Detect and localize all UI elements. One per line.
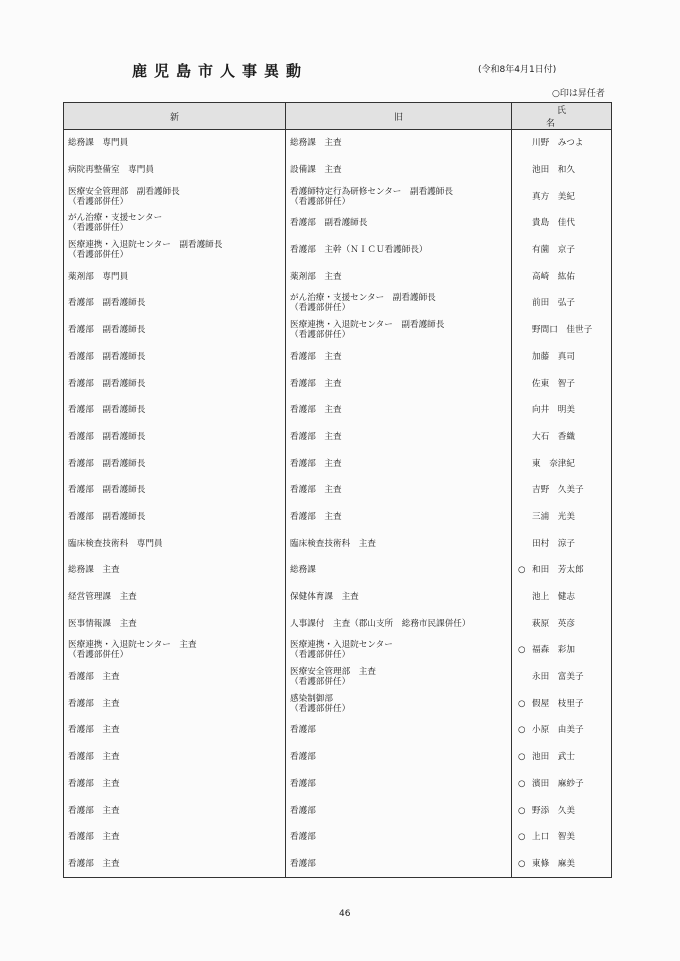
cell-new-position [64, 370, 286, 397]
employee-name: 吉野 久美子 [532, 485, 584, 496]
employee-name: 野間口 佳世子 [532, 325, 593, 336]
cell-employee-name [512, 477, 612, 504]
employee-name: 川野 みつよ [532, 138, 584, 149]
position-text: 看護部 主査 [290, 485, 342, 496]
employee-name: 東 奈津紀 [532, 458, 575, 469]
cell-old-position [286, 584, 512, 611]
cell-employee-name [512, 290, 612, 317]
position-text: 看護部 副看護師長 [68, 485, 146, 496]
cell-old-position [286, 557, 512, 584]
position-text: 医事情報課 主査 [68, 618, 137, 629]
employee-name: 貴島 佳代 [532, 218, 575, 229]
cell-old-position [286, 263, 512, 290]
table-row [64, 504, 612, 531]
position-text: 保健体育課 主査 [290, 592, 359, 603]
position-text: 病院再整備室 専門員 [68, 165, 154, 176]
employee-name: 永田 富美子 [532, 672, 584, 683]
employee-name: 池上 健志 [532, 592, 575, 603]
employee-name: 福森 彩加 [532, 645, 575, 656]
cell-new-position [64, 610, 286, 637]
cell-employee-name [512, 690, 612, 717]
cell-employee-name [512, 263, 612, 290]
employee-name: 真方 美紀 [532, 191, 575, 202]
promotion-mark: ○ [518, 752, 526, 763]
position-text: 看護部 副看護師長 [68, 378, 146, 389]
cell-employee-name [512, 450, 612, 477]
cell-employee-name [512, 344, 612, 371]
promotion-mark: ○ [518, 725, 526, 736]
position-text: 看護部 副看護師長 [68, 431, 146, 442]
position-text: 看護部 [290, 832, 316, 843]
table-row [64, 771, 612, 798]
cell-old-position [286, 771, 512, 798]
cell-employee-name [512, 504, 612, 531]
position-text: 医療連携・入退院センター 副看護師長 [68, 240, 223, 251]
cell-old-position [286, 717, 512, 744]
cell-employee-name [512, 370, 612, 397]
position-text: 医療連携・入退院センター [290, 640, 393, 651]
position-text: 看護部 副看護師長 [290, 218, 368, 229]
table-row [64, 557, 612, 584]
position-text: 看護部 主査 [68, 672, 120, 683]
position-text: 看護部 主査 [68, 832, 120, 843]
cell-employee-name [512, 664, 612, 691]
promotion-mark: ○ [518, 778, 526, 789]
cell-new-position [64, 290, 286, 317]
cell-employee-name [512, 317, 612, 344]
cell-new-position [64, 637, 286, 664]
table-row [64, 584, 612, 611]
cell-new-position [64, 584, 286, 611]
cell-old-position [286, 797, 512, 824]
table-row [64, 397, 612, 424]
promotion-mark: ○ [518, 698, 526, 709]
cell-new-position [64, 450, 286, 477]
position-text: 医療安全管理部 副看護師長 [68, 186, 180, 197]
position-text: 総務課 主査 [290, 138, 342, 149]
promotion-legend: ○印は昇任者 [552, 89, 605, 99]
cell-old-position [286, 370, 512, 397]
employee-name: 池田 武士 [532, 752, 575, 763]
employee-name: 池田 和久 [532, 165, 575, 176]
employee-name: 高崎 紘佑 [532, 271, 575, 282]
cell-employee-name [512, 530, 612, 557]
position-text: 看護部 主査 [68, 805, 120, 816]
table-row [64, 317, 612, 344]
position-text: 看護部 主幹（ＮＩＣＵ看護師長） [290, 245, 428, 256]
table-row [64, 637, 612, 664]
cell-old-position [286, 344, 512, 371]
table-row [64, 610, 612, 637]
cell-new-position [64, 744, 286, 771]
employee-name: 濱田 麻紗子 [532, 778, 584, 789]
cell-employee-name [512, 183, 612, 210]
concurrent-post-text: （看護部併任） [290, 303, 351, 314]
employee-name: 有薗 京子 [532, 245, 575, 256]
position-text: 看護部 [290, 858, 316, 869]
cell-new-position [64, 477, 286, 504]
cell-old-position [286, 397, 512, 424]
employee-name: 和田 芳太郎 [532, 565, 584, 576]
table-row [64, 370, 612, 397]
position-text: 臨床検査技術科 専門員 [68, 538, 163, 549]
cell-new-position [64, 530, 286, 557]
cell-old-position [286, 424, 512, 451]
cell-new-position [64, 130, 286, 157]
cell-new-position [64, 210, 286, 237]
position-text: 総務課 専門員 [68, 138, 129, 149]
cell-old-position [286, 237, 512, 264]
employee-name: 大石 香織 [532, 431, 575, 442]
cell-new-position [64, 664, 286, 691]
cell-old-position [286, 317, 512, 344]
employee-name: 前田 弘子 [532, 298, 575, 309]
promotion-mark: ○ [518, 858, 526, 869]
promotion-mark: ○ [518, 565, 526, 576]
cell-employee-name [512, 237, 612, 264]
cell-employee-name [512, 424, 612, 451]
cell-new-position [64, 504, 286, 531]
cell-old-position [286, 450, 512, 477]
employee-name: 東條 麻美 [532, 858, 575, 869]
position-text: 看護部 副看護師長 [68, 405, 146, 416]
cell-employee-name [512, 397, 612, 424]
position-text: 看護部 主査 [68, 698, 120, 709]
cell-employee-name [512, 584, 612, 611]
employee-name: 向井 明美 [532, 405, 575, 416]
table-row [64, 477, 612, 504]
concurrent-post-text: （看護部併任） [68, 196, 129, 207]
page-title: 鹿児島市人事異動 [132, 62, 309, 80]
position-text: 看護部 主査 [290, 511, 342, 522]
cell-new-position [64, 237, 286, 264]
position-text: 臨床検査技術科 主査 [290, 538, 376, 549]
position-text: 看護部 主査 [68, 858, 120, 869]
table-row [64, 210, 612, 237]
cell-new-position [64, 317, 286, 344]
position-text: 看護部 [290, 778, 316, 789]
cell-old-position [286, 130, 512, 157]
employee-name: 田村 涼子 [532, 538, 575, 549]
table-row [64, 263, 612, 290]
position-text: 看護部 主査 [290, 431, 342, 442]
cell-employee-name [512, 610, 612, 637]
position-text: 感染制御部 [290, 693, 333, 704]
position-text: がん治療・支援センター [68, 213, 163, 224]
table-row [64, 450, 612, 477]
cell-employee-name [512, 851, 612, 878]
position-text: 総務課 [290, 565, 316, 576]
cell-old-position [286, 851, 512, 878]
concurrent-post-text: （看護部併任） [68, 223, 129, 234]
cell-old-position [286, 477, 512, 504]
cell-employee-name [512, 130, 612, 157]
table-row [64, 183, 612, 210]
employee-name: 佐東 智子 [532, 378, 575, 389]
personnel-changes-table [63, 102, 620, 878]
cell-new-position [64, 263, 286, 290]
table-row [64, 130, 612, 157]
promotion-mark: ○ [518, 645, 526, 656]
employee-name: 小原 由美子 [532, 725, 584, 736]
cell-employee-name [512, 744, 612, 771]
position-text: 看護部 [290, 805, 316, 816]
cell-old-position [286, 824, 512, 851]
cell-new-position [64, 797, 286, 824]
position-text: 看護部 主査 [68, 725, 120, 736]
table-row [64, 717, 612, 744]
table-row [64, 237, 612, 264]
position-text: 看護部 副看護師長 [68, 511, 146, 522]
position-text: 看護部 主査 [290, 378, 342, 389]
position-text: 医療連携・入退院センター 主査 [68, 640, 197, 651]
table-row [64, 797, 612, 824]
concurrent-post-text: （看護部併任） [290, 330, 351, 341]
cell-new-position [64, 824, 286, 851]
effective-date: (令和8年4月1日付) [478, 65, 557, 75]
table-row [64, 530, 612, 557]
cell-new-position [64, 851, 286, 878]
cell-old-position [286, 664, 512, 691]
column-header-old: 旧 [286, 103, 512, 130]
cell-old-position [286, 744, 512, 771]
table-row [64, 290, 612, 317]
cell-old-position [286, 530, 512, 557]
cell-old-position [286, 157, 512, 184]
cell-employee-name [512, 157, 612, 184]
cell-employee-name [512, 797, 612, 824]
table-body [64, 130, 612, 878]
cell-new-position [64, 424, 286, 451]
position-text: 医療安全管理部 主査 [290, 667, 376, 678]
employee-name: 假屋 枝里子 [532, 698, 584, 709]
cell-old-position [286, 290, 512, 317]
table-row [64, 744, 612, 771]
cell-employee-name [512, 210, 612, 237]
employee-name: 萩原 英彦 [532, 618, 575, 629]
cell-employee-name [512, 717, 612, 744]
employee-name: 上口 智美 [532, 832, 575, 843]
cell-employee-name [512, 824, 612, 851]
concurrent-post-text: （看護部併任） [290, 677, 351, 688]
employee-name: 加藤 真司 [532, 351, 575, 362]
position-text: 看護師特定行為研修センター 副看護師長 [290, 186, 453, 197]
employee-name: 野添 久美 [532, 805, 575, 816]
table-header-row [64, 103, 612, 130]
promotion-mark: ○ [518, 805, 526, 816]
cell-new-position [64, 690, 286, 717]
position-text: 看護部 副看護師長 [68, 458, 146, 469]
position-text: 看護部 主査 [290, 405, 342, 416]
table-row [64, 344, 612, 371]
cell-new-position [64, 344, 286, 371]
cell-old-position [286, 504, 512, 531]
position-text: 看護部 [290, 725, 316, 736]
cell-old-position [286, 183, 512, 210]
table-row [64, 424, 612, 451]
cell-employee-name [512, 637, 612, 664]
position-text: 設備課 主査 [290, 165, 342, 176]
cell-new-position [64, 771, 286, 798]
table-row [64, 851, 612, 878]
position-text: 薬剤部 主査 [290, 271, 342, 282]
position-text: がん治療・支援センター 副看護師長 [290, 293, 436, 304]
position-text: 看護部 副看護師長 [68, 351, 146, 362]
cell-new-position [64, 397, 286, 424]
table-row [64, 664, 612, 691]
position-text: 看護部 主査 [68, 752, 120, 763]
column-header-new: 新 [64, 103, 286, 130]
position-text: 看護部 主査 [290, 351, 342, 362]
position-text: 看護部 主査 [290, 458, 342, 469]
table-row [64, 157, 612, 184]
cell-old-position [286, 610, 512, 637]
position-text: 医療連携・入退院センター 副看護師長 [290, 320, 445, 331]
concurrent-post-text: （看護部併任） [68, 250, 129, 261]
cell-old-position [286, 690, 512, 717]
position-text: 看護部 主査 [68, 778, 120, 789]
employee-name: 三浦 光美 [532, 511, 575, 522]
concurrent-post-text: （看護部併任） [290, 703, 351, 714]
position-text: 総務課 主査 [68, 565, 120, 576]
cell-new-position [64, 717, 286, 744]
position-text: 経営管理課 主査 [68, 592, 137, 603]
position-text: 人事課付 主査（郡山支所 総務市民課併任） [290, 618, 471, 629]
cell-new-position [64, 157, 286, 184]
cell-new-position [64, 183, 286, 210]
position-text: 看護部 [290, 752, 316, 763]
cell-employee-name [512, 557, 612, 584]
promotion-mark: ○ [518, 832, 526, 843]
column-header-name: 氏 名 [512, 103, 612, 130]
table-row [64, 824, 612, 851]
position-text: 看護部 副看護師長 [68, 325, 146, 336]
cell-old-position [286, 210, 512, 237]
concurrent-post-text: （看護部併任） [68, 650, 129, 661]
cell-old-position [286, 637, 512, 664]
table-row [64, 690, 612, 717]
position-text: 薬剤部 専門員 [68, 271, 129, 282]
cell-employee-name [512, 771, 612, 798]
concurrent-post-text: （看護部併任） [290, 650, 351, 661]
page-number: 46 [339, 909, 351, 919]
concurrent-post-text: （看護部併任） [290, 196, 351, 207]
cell-new-position [64, 557, 286, 584]
position-text: 看護部 副看護師長 [68, 298, 146, 309]
